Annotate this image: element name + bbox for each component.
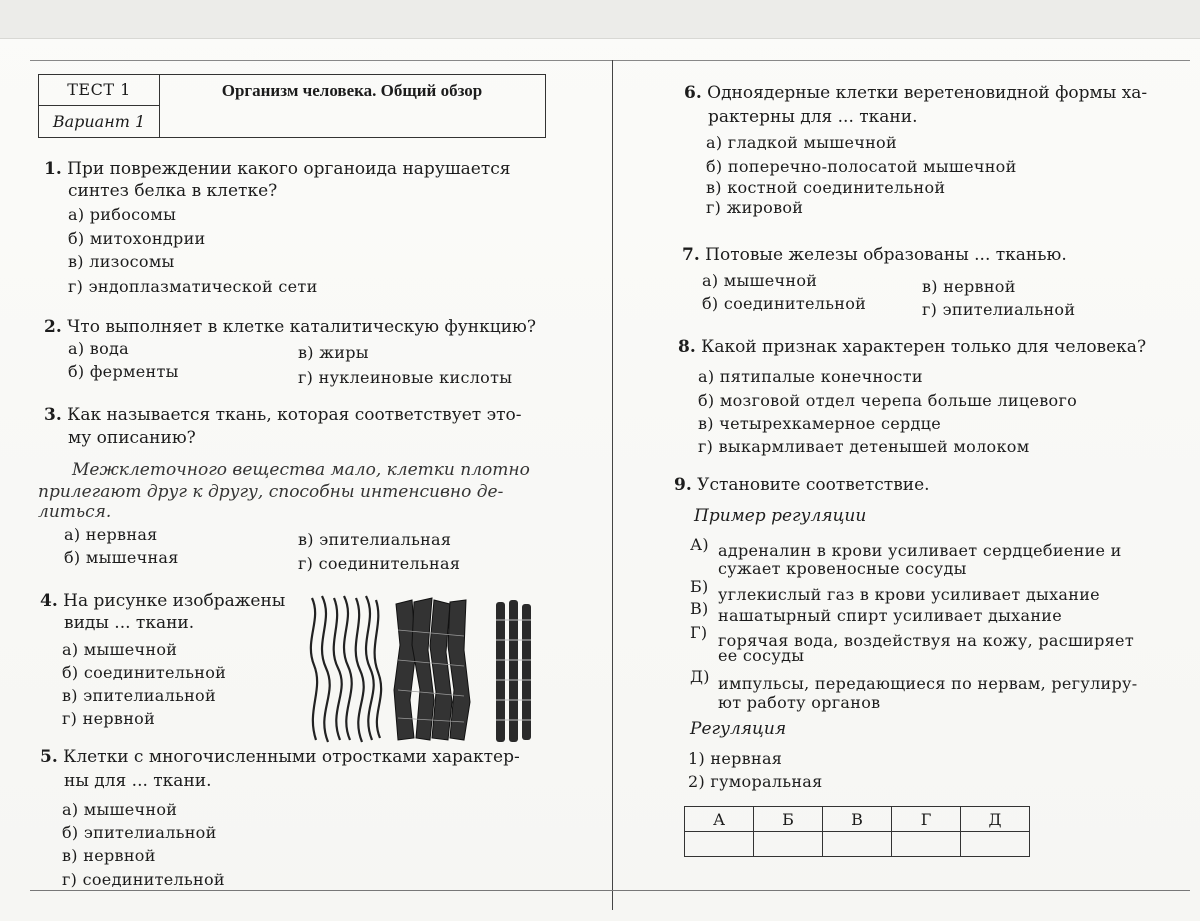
option: а) мышечной: [702, 271, 818, 290]
description-line: литься.: [38, 502, 112, 522]
example-heading: Пример регуляции: [694, 506, 867, 526]
regulation-option: 1) нервная: [688, 749, 783, 768]
test-id-cell: [39, 75, 160, 137]
question-text-line: На рисунке изображены: [63, 591, 286, 611]
question-3-line-2: му описанию?: [68, 428, 196, 448]
option: в) эпителиальная: [298, 530, 452, 549]
question-number: 3.: [44, 405, 62, 425]
option: г) соединительная: [298, 554, 461, 573]
option: а) мышечной: [62, 800, 178, 819]
test-title: Организм человека. Общий обзор: [221, 81, 483, 100]
question-3: [44, 404, 549, 426]
question-text-line: При повреждении какого органоида нарушается: [67, 159, 511, 179]
example-text: нашатырный спирт усиливает дыхание: [718, 606, 1063, 625]
question-text-line: Установите соответствие.: [697, 475, 930, 495]
regulation-option: 2) гуморальная: [688, 772, 823, 791]
question-number: 2.: [44, 317, 62, 337]
question-text-line: Какой признак характерен только для человека?: [701, 337, 1147, 357]
example-letter: Б): [690, 577, 709, 596]
question-text-line: Одноядерные клетки веретеновидной формы ха-: [707, 83, 1148, 103]
question-number: 1.: [44, 159, 62, 179]
question-8: [678, 336, 1164, 358]
answer-cell[interactable]: [823, 832, 892, 857]
answer-cell[interactable]: [685, 832, 754, 857]
option: г) выкармливает детенышей молоком: [698, 437, 1030, 456]
answer-table-header: Д: [961, 807, 1030, 832]
answer-table: [684, 806, 1030, 857]
question-5: [40, 746, 550, 768]
option: б) митохондрии: [68, 229, 206, 248]
question-7: [682, 244, 1162, 266]
option: г) нервной: [62, 709, 156, 728]
option: а) рибосомы: [68, 205, 177, 224]
example-text: углекислый газ в крови усиливает дыхание: [718, 585, 1100, 604]
option: б) мышечная: [64, 548, 179, 567]
example-letter: В): [690, 599, 709, 618]
example-text: адреналин в крови усиливает сердцебиение и: [718, 541, 1122, 560]
answer-table-header: В: [823, 807, 892, 832]
column-divider: [612, 60, 613, 910]
option: а) пятипалые конечности: [698, 367, 923, 386]
answer-cell[interactable]: [961, 832, 1030, 857]
option: г) соединительной: [62, 870, 225, 889]
question-text-line: Что выполняет в клетке каталитическую функцию?: [67, 317, 536, 337]
example-text: сужает кровеносные сосуды: [718, 559, 967, 578]
test-header: [38, 74, 546, 138]
option: б) мозговой отдел черепа больше лицевого: [698, 391, 1078, 410]
option: б) эпителиальной: [62, 823, 217, 842]
option: а) нервная: [64, 525, 158, 544]
question-number: 6.: [684, 83, 702, 103]
option: в) жиры: [298, 343, 369, 362]
top-rule: [30, 60, 1190, 61]
question-2: [44, 316, 549, 338]
option: в) нервной: [922, 277, 1016, 296]
scan-top-band: [0, 0, 1200, 39]
option: а) вода: [68, 339, 129, 358]
option: а) мышечной: [62, 640, 178, 659]
description-line: прилегают друг к другу, способны интенсивно де-: [38, 482, 504, 502]
question-text-line: Клетки с многочисленными отростками характер-: [63, 747, 520, 767]
answer-table-header: А: [685, 807, 754, 832]
question-text-line: Потовые железы образованы ... тканью.: [705, 245, 1067, 265]
question-1-line-2: синтез белка в клетке?: [68, 181, 278, 201]
option: а) гладкой мышечной: [706, 133, 897, 152]
question-1: [44, 158, 549, 180]
example-text: ее сосуды: [718, 646, 805, 665]
example-letter: А): [690, 535, 709, 554]
tissue-drawing-icon: [300, 590, 545, 748]
question-text-line: Как называется ткань, которая соответствует это-: [67, 405, 522, 425]
variant-label: Вариант 1: [52, 112, 146, 131]
option: б) ферменты: [68, 362, 179, 381]
option: г) эпителиальной: [922, 300, 1076, 319]
answer-table-header: Б: [754, 807, 823, 832]
example-letter: Г): [690, 623, 708, 642]
example-text: импульсы, передающиеся по нервам, регулиру-: [718, 674, 1138, 693]
answer-cell[interactable]: [754, 832, 823, 857]
option: б) соединительной: [702, 294, 867, 313]
option: г) жировой: [706, 198, 804, 217]
regulation-heading: Регуляция: [690, 719, 787, 739]
option: в) эпителиальной: [62, 686, 216, 705]
option: в) нервной: [62, 846, 156, 865]
question-4-line-2: виды ... ткани.: [64, 613, 195, 633]
answer-table-header: Г: [892, 807, 961, 832]
question-number: 4.: [40, 591, 58, 611]
answer-table-input-row: [685, 832, 1030, 857]
question-number: 9.: [674, 475, 692, 495]
option: в) четырехкамерное сердце: [698, 414, 942, 433]
question-4: [40, 590, 310, 612]
question-6-line-2: рактерны для ... ткани.: [708, 107, 918, 127]
answer-table-header-row: [685, 807, 1030, 832]
example-letter: Д): [690, 667, 710, 686]
option: б) соединительной: [62, 663, 227, 682]
test-label: ТЕСТ 1: [39, 75, 159, 106]
question-5-line-2: ны для ... ткани.: [64, 771, 212, 791]
option: г) эндоплазматической сети: [68, 277, 318, 296]
question-number: 5.: [40, 747, 58, 767]
question-6: [684, 82, 1164, 104]
answer-cell[interactable]: [892, 832, 961, 857]
example-text: ют работу органов: [718, 693, 881, 712]
question-number: 7.: [682, 245, 700, 265]
question-9: [674, 474, 1164, 496]
option: в) костной соединительной: [706, 178, 946, 197]
description-line: Межклеточного вещества мало, клетки плотно: [72, 460, 530, 480]
option: б) поперечно-полосатой мышечной: [706, 157, 1017, 176]
option: г) нуклеиновые кислоты: [298, 368, 513, 387]
option: в) лизосомы: [68, 252, 175, 271]
example-text: горячая вода, воздействуя на кожу, расширяет: [718, 631, 1134, 650]
question-number: 8.: [678, 337, 696, 357]
